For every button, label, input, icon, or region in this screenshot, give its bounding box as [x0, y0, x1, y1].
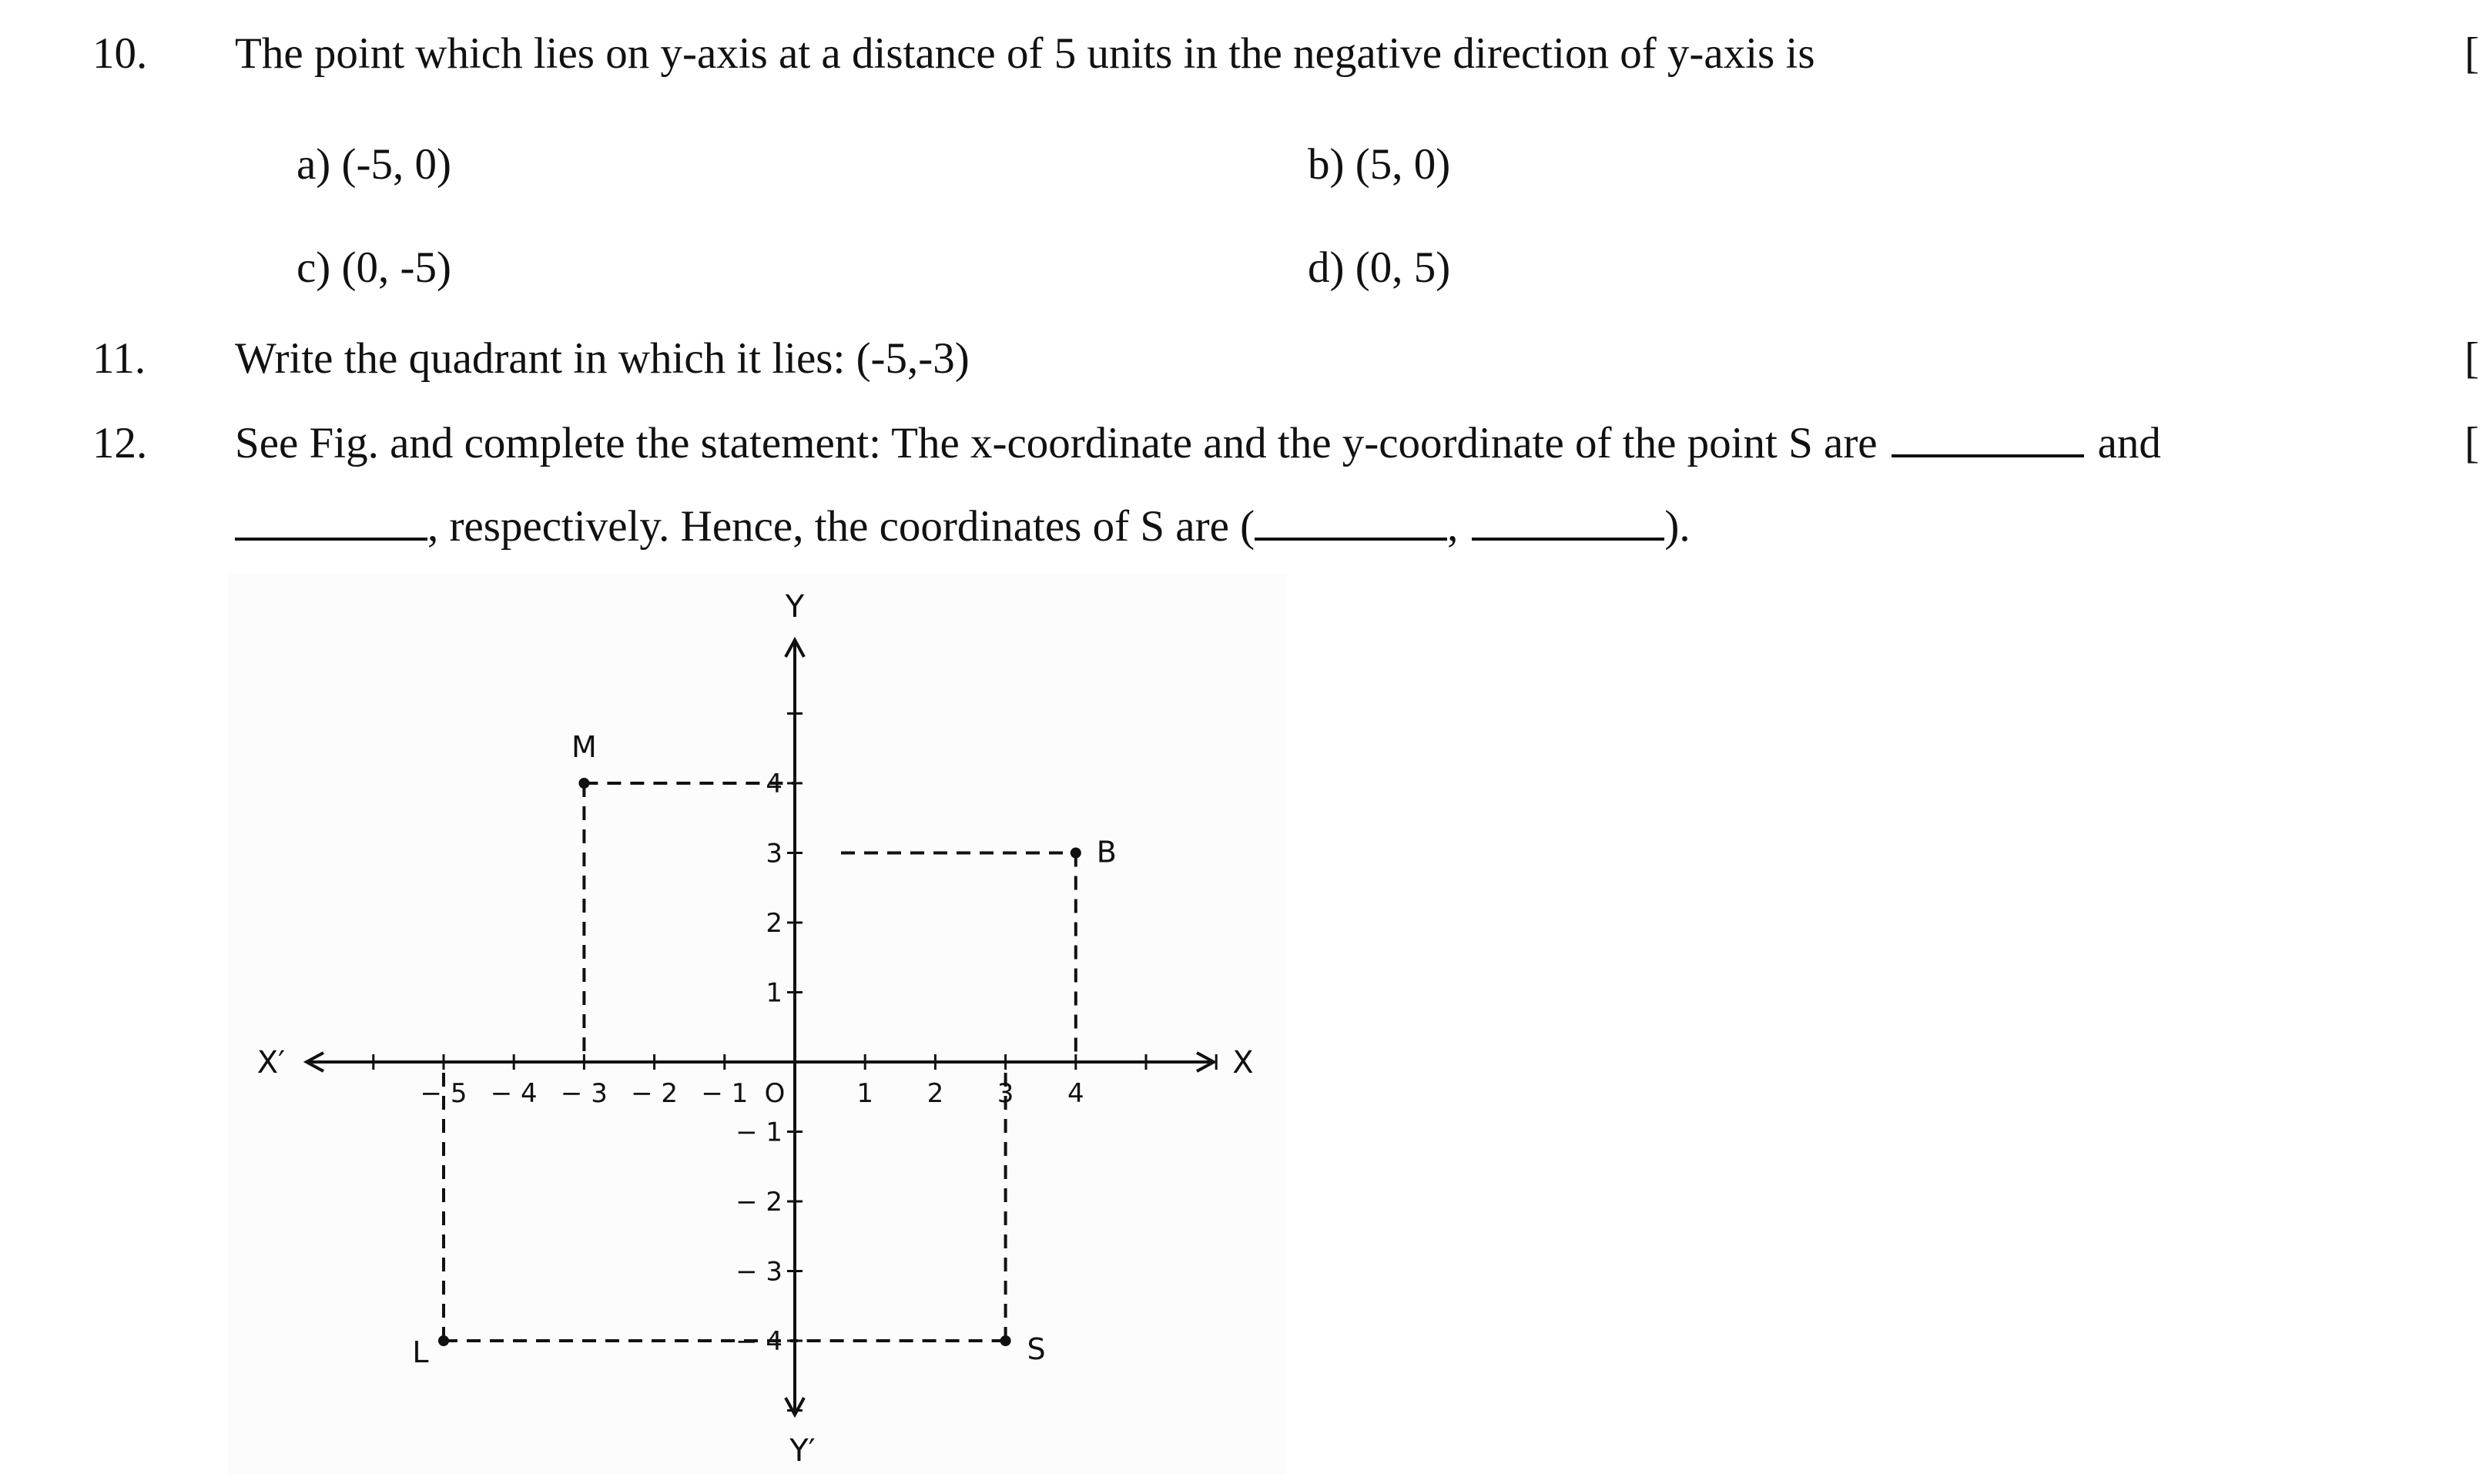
marks-bracket: [ [2465, 419, 2479, 467]
coordinate-plane [228, 574, 1286, 1475]
x-tick-label: − 2 [631, 1078, 679, 1109]
y-tick-label: 3 [766, 838, 782, 869]
point-label-b: B [1096, 835, 1117, 869]
y-tick-label: − 4 [736, 1326, 782, 1357]
point-marker-l [438, 1335, 449, 1346]
x-tick-label: 4 [1067, 1078, 1084, 1109]
x-axis-neg-label: X′ [256, 1045, 286, 1080]
marks-bracket: [ [2465, 334, 2479, 383]
y-tick-label: 1 [766, 977, 782, 1009]
closing-paren: ). [1664, 502, 1691, 551]
origin-label: O [764, 1078, 786, 1109]
question-text: The point which lies on y-axis at a distance of 5 units in the negative direction of y-axis is [235, 29, 1815, 78]
option-c: c) (0, -5) [297, 243, 451, 292]
y-tick-label: 2 [766, 908, 782, 939]
x-tick-label: 3 [997, 1078, 1014, 1109]
x-tick-label: − 3 [560, 1078, 608, 1109]
question-number: 10. [92, 29, 148, 78]
x-tick-label: 2 [927, 1078, 944, 1109]
option-d: d) (0, 5) [1308, 243, 1451, 292]
question-line-1 [235, 417, 2161, 470]
y-tick-label: 4 [766, 769, 782, 799]
question-text: Write the quadrant in which it lies: (-5,-3) [235, 334, 970, 383]
x-tick-label: 1 [856, 1078, 874, 1109]
comma: , [1447, 502, 1459, 551]
y-tick-label: − 2 [736, 1187, 782, 1218]
coordinate-figure [228, 574, 1286, 1475]
point-label-s: S [1027, 1332, 1046, 1366]
point-marker-m [578, 778, 589, 789]
point-marker-b [1071, 848, 1081, 859]
x-tick-label: − 4 [490, 1078, 538, 1109]
blank-coord-x [1255, 507, 1447, 541]
x-tick-label: − 5 [420, 1078, 467, 1109]
marks-bracket: [ [2465, 29, 2479, 78]
statement-text: See Fig. and complete the statement: The x-coordinate and the y-coordinate of the point S are [235, 419, 1878, 467]
x-axis-label: X [1232, 1045, 1254, 1080]
blank-y-coordinate [235, 507, 427, 541]
point-label-l: L [412, 1335, 429, 1369]
option-b: b) (5, 0) [1308, 140, 1451, 189]
y-axis-neg-label: Y′ [789, 1433, 816, 1469]
point-label-m: M [571, 730, 597, 764]
question-line-2 [235, 501, 1691, 553]
y-tick-label: − 1 [736, 1117, 782, 1148]
and-word: and [2097, 419, 2161, 467]
option-a: a) (-5, 0) [297, 140, 451, 189]
y-tick-label: − 3 [736, 1256, 782, 1288]
question-number: 11. [92, 334, 146, 383]
x-tick-label: − 1 [701, 1078, 749, 1109]
question-number: 12. [92, 419, 148, 467]
point-marker-s [1000, 1335, 1011, 1346]
statement-text-2: , respectively. Hence, the coordinates of S are ( [427, 502, 1255, 551]
blank-coord-y [1472, 507, 1664, 541]
y-axis-label: Y [785, 589, 805, 625]
blank-x-coordinate [1892, 424, 2084, 457]
